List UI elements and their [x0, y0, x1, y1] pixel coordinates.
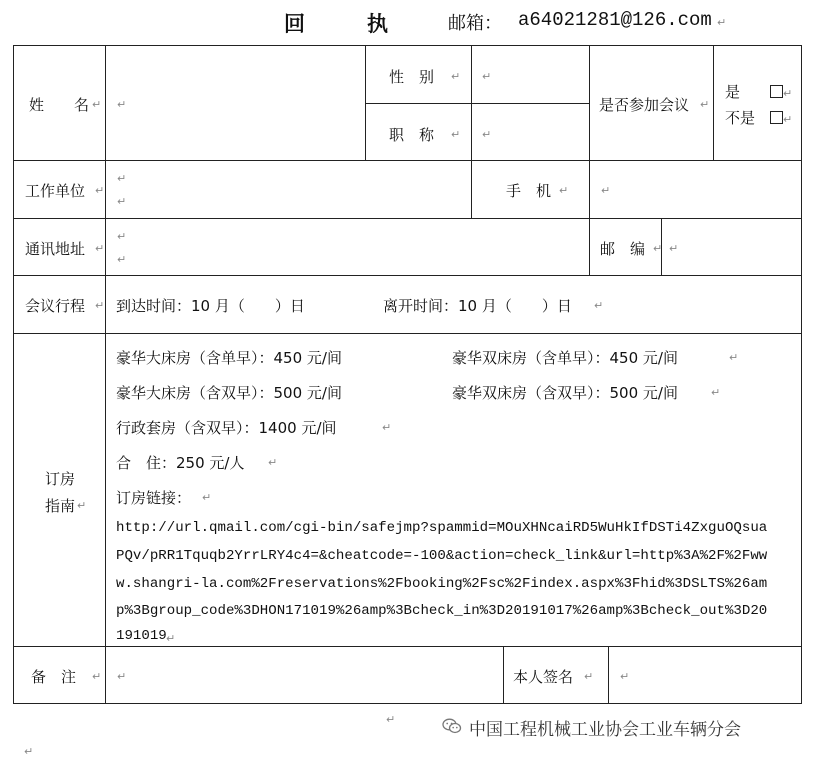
paragraph-mark: ↵	[451, 128, 461, 141]
name-field[interactable]: ↵	[117, 98, 127, 111]
remarks-field[interactable]: ↵	[117, 670, 127, 683]
paragraph-mark: ↵	[24, 745, 34, 758]
booking-link-line[interactable]: http://url.qmail.com/cgi-bin/safejmp?spammid=MOuXHNcaiRD5WuHkIfDSTi4ZxguOQsua	[116, 520, 768, 536]
email-label: 邮箱：	[448, 13, 502, 34]
postcode-field[interactable]: ↵	[669, 242, 679, 255]
gender-label: 性 别	[389, 68, 435, 86]
paragraph-mark: ↵	[95, 184, 105, 197]
paragraph-mark: ↵	[382, 421, 392, 434]
mobile-field[interactable]: ↵	[601, 184, 611, 197]
address-field[interactable]: ↵ ↵	[117, 230, 127, 266]
room-option: 合 住：250 元/人	[116, 454, 245, 472]
room-option: 豪华大床房（含双早）：500 元/间	[116, 384, 342, 402]
attend-yes-option[interactable]: 是 ↵	[725, 83, 793, 101]
paragraph-mark: ↵	[77, 499, 87, 512]
attend-yes-checkbox[interactable]	[770, 85, 783, 98]
arrival-time[interactable]: 到达时间：10 月（ ）日	[116, 297, 305, 315]
room-option: 豪华双床房（含单早）：450 元/间	[452, 349, 678, 367]
paragraph-mark: ↵	[166, 632, 176, 645]
paragraph-mark: ↵	[584, 670, 594, 683]
paragraph-mark: ↵	[594, 299, 604, 312]
address-label: 通讯地址	[25, 240, 86, 258]
position-field[interactable]: ↵	[482, 128, 492, 141]
booking-label-line2: 指南	[45, 497, 76, 515]
paragraph-mark: ↵	[711, 386, 721, 399]
paragraph-mark: ↵	[268, 456, 278, 469]
paragraph-mark: ↵	[729, 351, 739, 364]
paragraph-mark: ↵	[559, 184, 569, 197]
name-label: 姓 名	[29, 96, 90, 114]
company-label: 工作单位	[25, 182, 86, 200]
attend-label: 是否参加会议	[599, 96, 690, 114]
postcode-label: 邮 编	[600, 240, 646, 258]
attend-no-checkbox[interactable]	[770, 111, 783, 124]
signature-label: 本人签名	[513, 668, 574, 686]
paragraph-mark: ↵	[717, 16, 727, 29]
paragraph-mark: ↵	[95, 299, 105, 312]
footer-organization: 中国工程机械工业协会工业车辆分会	[469, 720, 741, 740]
wechat-icon	[442, 718, 462, 734]
paragraph-mark: ↵	[92, 670, 102, 683]
booking-link-line[interactable]: p%3Bgroup_code%3DHON171019%26amp%3Bcheck_in%3D20191017%26amp%3Bcheck_out%3D20	[116, 603, 768, 619]
paragraph-mark: ↵	[92, 98, 102, 111]
departure-time[interactable]: 离开时间：10 月（ ）日	[383, 297, 572, 315]
itinerary-label: 会议行程	[25, 297, 86, 315]
booking-link-line[interactable]: PQv/pRR1Tquqb2YrrLRY4c4=&cheatcode=-100&action=check_link&url=http%3A%2F%2Fww	[116, 548, 768, 564]
paragraph-mark: ↵	[95, 242, 105, 255]
company-field[interactable]: ↵ ↵	[117, 172, 127, 208]
signature-field[interactable]: ↵	[620, 670, 630, 683]
room-option: 行政套房（含双早）：1400 元/间	[116, 419, 337, 437]
paragraph-mark: ↵	[202, 491, 212, 504]
booking-link-label: 订房链接：	[116, 489, 192, 507]
paragraph-mark: ↵	[700, 98, 710, 111]
attend-no-option[interactable]: 不是 ↵	[725, 109, 793, 127]
title-char-2: 执	[367, 12, 390, 36]
remarks-label: 备 注	[31, 668, 77, 686]
gender-field[interactable]: ↵	[482, 70, 492, 83]
booking-link-line[interactable]: 191019	[116, 628, 167, 644]
title-char-1: 回	[284, 12, 307, 36]
position-label: 职 称	[389, 126, 435, 144]
attend-no-label: 不是	[725, 109, 756, 127]
paragraph-mark: ↵	[451, 70, 461, 83]
email-address[interactable]: a64021281@126.com	[518, 9, 712, 31]
room-option: 豪华大床房（含单早）：450 元/间	[116, 349, 342, 367]
booking-link-line[interactable]: w.shangri-la.com%2Freservations%2Fbooking%2Fsc%2Findex.aspx%3Fhid%3DSLTS%26am	[116, 576, 768, 592]
attend-yes-label: 是	[725, 83, 741, 101]
paragraph-mark: ↵	[653, 242, 663, 255]
mobile-label: 手 机	[506, 182, 552, 200]
room-option: 豪华双床房（含双早）：500 元/间	[452, 384, 678, 402]
booking-label-line1: 订房	[45, 470, 76, 488]
paragraph-mark: ↵	[386, 713, 396, 726]
